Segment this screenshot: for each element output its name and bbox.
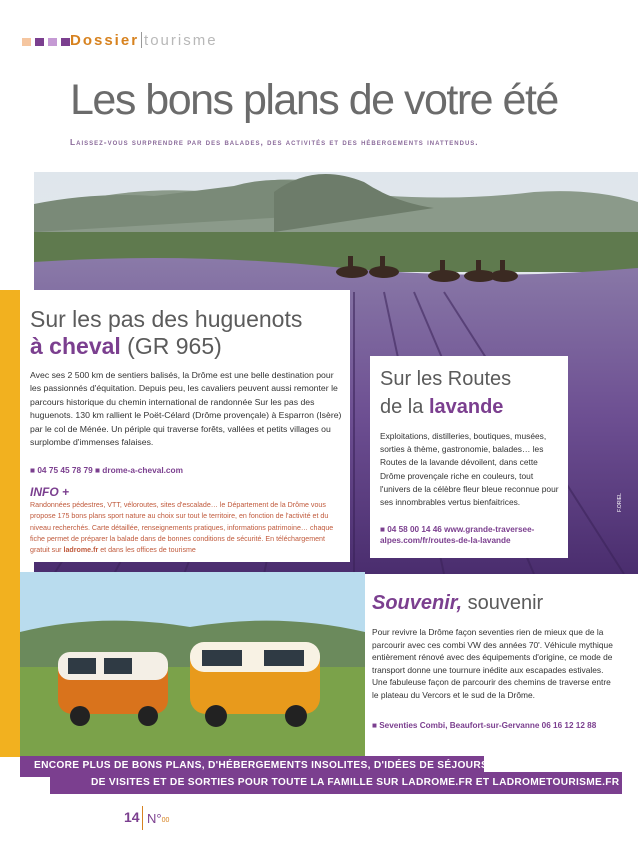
kicker-tourisme: tourisme bbox=[144, 32, 218, 49]
banner-line-2[interactable]: DE VISITES ET DE SORTIES POUR TOUTE LA FAMILLE SUR LADROME.FR ET LADROMETOURISME.FR bbox=[91, 777, 620, 788]
page-subtitle: Laissez-vous surprendre par des balades, des activités et des hébergements inattendus. bbox=[70, 137, 479, 147]
square-1 bbox=[22, 38, 31, 46]
lavande-title-line1: Sur les Routes bbox=[380, 368, 512, 390]
cheval-title-line1: Sur les pas des huguenots bbox=[30, 306, 303, 332]
souvenir-body: Pour revivre la Drôme façon seventies rien de mieux que de la parcourir avec ces combi VW des années 70'. Véhicule mythique entièrement rénové avec des équipements d'origine, ce mode de transport donne une tournure inédite aux escapades estivales. Une fabuleuse façon de parcourir des chemins de traverse entre le plateau du Vercors et le sud de la Drôme. bbox=[372, 627, 613, 700]
header-squares bbox=[22, 38, 70, 46]
cheval-title-highlight: à cheval bbox=[30, 333, 121, 359]
souvenir-contact: ■ Seventies Combi, Beaufort-sur-Gervanne 06 16 12 12 88 bbox=[372, 721, 597, 730]
page-title: Les bons plans de votre été bbox=[70, 76, 558, 124]
cheval-body: Avec ses 2 500 km de sentiers balisés, la Drôme est une belle destination pour les passionnés d'équitation. Depuis peu, les cavaliers peuvent aussi remonter le parcours historique du chemin international de randonnée Sur les pas des huguenots. 130 km rallient le Poët-Célard (Drôme provençale) à Esparron (Isère) par le col de Ménée. Un périple qui traverse forêts, vallées et petits villages ou surplombe d'immenses falaises. bbox=[30, 370, 342, 448]
page-number-separator bbox=[142, 806, 143, 830]
cheval-title-line2 bbox=[30, 333, 222, 359]
info-text bbox=[30, 500, 346, 556]
left-accent-bar bbox=[0, 290, 20, 757]
souvenir-title bbox=[372, 592, 543, 615]
cheval-title-suffix: (GR 965) bbox=[120, 333, 222, 359]
issue-number: 00 bbox=[161, 817, 170, 824]
lavande-title-prefix: de la bbox=[380, 396, 429, 418]
square-3 bbox=[48, 38, 57, 46]
square-4 bbox=[61, 38, 70, 46]
photo-credit: F.ORIEL bbox=[617, 493, 623, 512]
info-text-2: et dans les offices de tourisme bbox=[98, 546, 196, 555]
lavande-title-line2 bbox=[380, 394, 503, 420]
info-heading: INFO + bbox=[30, 485, 70, 499]
lavande-body: Exploitations, distilleries, boutiques, musées, sorties à thème, gastronomie, balades… les Routes de la lavande dévoilent, dans cette Drôme provençale riche en couleurs, tout l'univers de la célèbre fleur bleue reconnue pour ses innombrables vertus bienfaitrices. bbox=[380, 431, 559, 508]
square-2 bbox=[35, 38, 44, 46]
souvenir-title-suffix: souvenir bbox=[462, 592, 544, 614]
info-text-1: Randonnées pédestres, VTT, véloroutes, sites d'escalade… le Département de la Drôme vous propose 175 bons plans sport nature au choix sur tout le territoire, en fonction de l'activité et du niveau recherchés. Carte détaillée, renseignements pratiques, informations patrimoine… chaque fiche permet de préparer la balade dans de bonnes conditions de sécurité. En téléchargement gratuit sur bbox=[30, 501, 334, 555]
issue-prefix: N° bbox=[147, 811, 162, 826]
cheval-contact: ■ 04 75 45 78 79 ■ drome-a-cheval.com bbox=[30, 465, 183, 475]
info-link[interactable]: ladrome.fr bbox=[63, 546, 99, 555]
banner-line-1: ENCORE PLUS DE BONS PLANS, D'HÉBERGEMENTS INSOLITES, D'IDÉES DE SÉJOURS, bbox=[34, 760, 492, 771]
lavande-contact[interactable]: ■ 04 58 00 14 46 www.grande-traversee-alpes.com/fr/routes-de-la-lavande bbox=[380, 525, 535, 546]
souvenir-title-highlight: Souvenir, bbox=[372, 592, 463, 614]
issue-label bbox=[147, 811, 169, 826]
lavande-title-highlight: lavande bbox=[428, 396, 504, 418]
page-number: 14 bbox=[124, 809, 140, 825]
vw-combi-photo bbox=[20, 572, 365, 757]
section-kicker bbox=[70, 32, 218, 49]
kicker-dossier: Dossier bbox=[70, 32, 140, 49]
kicker-separator bbox=[141, 32, 142, 48]
